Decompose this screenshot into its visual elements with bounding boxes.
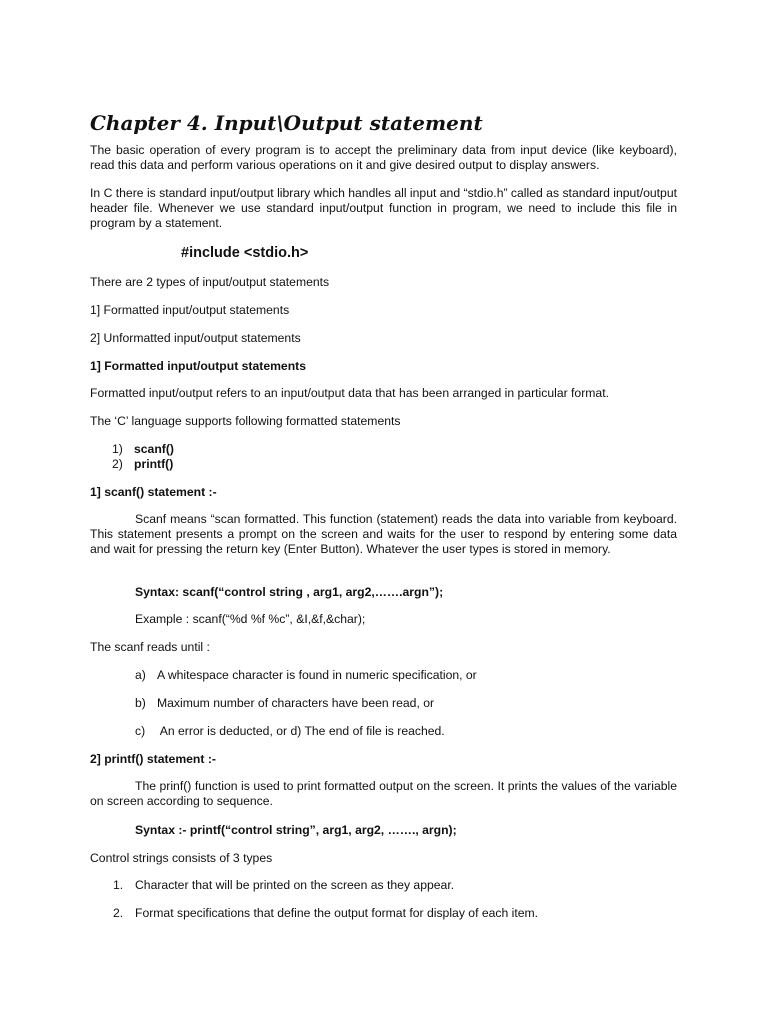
list-item-text: An error is deducted, or d) The end of file is reached. <box>157 724 445 738</box>
list-item <box>135 696 434 711</box>
scanf-description: Scanf means “scan formatted. This function (statement) reads the data into variable from keyboard. This statement presents a prompt on the screen and waits for the user to respond by entering some data and wait for pressing the return key (Enter Button). Whatever the user types is stored in memory. <box>90 512 677 556</box>
list-item <box>112 442 174 457</box>
list-item <box>113 906 538 921</box>
list-item <box>113 878 454 893</box>
formatted-support-intro: The ‘C’ language supports following formatted statements <box>90 414 401 428</box>
type-formatted: 1] Formatted input/output statements <box>90 303 290 317</box>
list-item-label: printf() <box>134 457 174 471</box>
list-item-text: Maximum number of characters have been read, or <box>157 696 435 710</box>
intro-paragraph-1: The basic operation of every program is to accept the preliminary data from input device (like keyboard), read this data and perform various operations on it and give desired output to display answers. <box>90 143 677 172</box>
list-item <box>135 724 445 739</box>
scanf-reads-until: The scanf reads until : <box>90 640 210 654</box>
scanf-heading: 1] scanf() statement :- <box>90 485 217 499</box>
types-intro: There are 2 types of input/output statements <box>90 275 330 289</box>
list-item <box>135 668 477 683</box>
list-item-number: 2) <box>112 457 123 471</box>
include-statement: #include <stdio.h> <box>181 245 309 261</box>
scanf-example: Example : scanf(“%d %f %c”, &I,&f,&char); <box>135 612 366 626</box>
list-item-text: A whitespace character is found in numeric specification, or <box>157 668 477 682</box>
list-item-number: a) <box>135 668 146 682</box>
chapter-title: Chapter 4. Input\Output statement <box>90 111 483 135</box>
list-item-text: Format specifications that define the output format for display of each item. <box>135 906 539 920</box>
printf-heading: 2] printf() statement :- <box>90 752 216 766</box>
printf-syntax: Syntax :- printf(“control string”, arg1, arg2, ……., argn); <box>135 823 457 837</box>
scanf-syntax: Syntax: scanf(“control string , arg1, arg2,…….argn”); <box>135 585 444 599</box>
list-item-number: 1) <box>112 442 123 456</box>
list-item-number: c) <box>135 724 146 738</box>
list-item-text: Character that will be printed on the screen as they appear. <box>135 878 455 892</box>
control-strings-intro: Control strings consists of 3 types <box>90 851 273 865</box>
intro-paragraph-2: In C there is standard input/output library which handles all input and “stdio.h” called as standard input/output header file. Whenever we use standard input/output function in program, we need to include this file in program by a statement. <box>90 186 677 230</box>
list-item-label: scanf() <box>134 442 174 456</box>
list-item-number: b) <box>135 696 146 710</box>
type-unformatted: 2] Unformatted input/output statements <box>90 331 301 345</box>
list-item-number: 2. <box>113 906 124 920</box>
formatted-definition: Formatted input/output refers to an input/output data that has been arranged in particular format. <box>90 386 609 400</box>
printf-description: The prinf() function is used to print formatted output on the screen. It prints the values of the variable on screen according to sequence. <box>90 779 677 808</box>
list-item-number: 1. <box>113 878 124 892</box>
section-heading-formatted: 1] Formatted input/output statements <box>90 359 306 373</box>
list-item <box>112 457 173 472</box>
